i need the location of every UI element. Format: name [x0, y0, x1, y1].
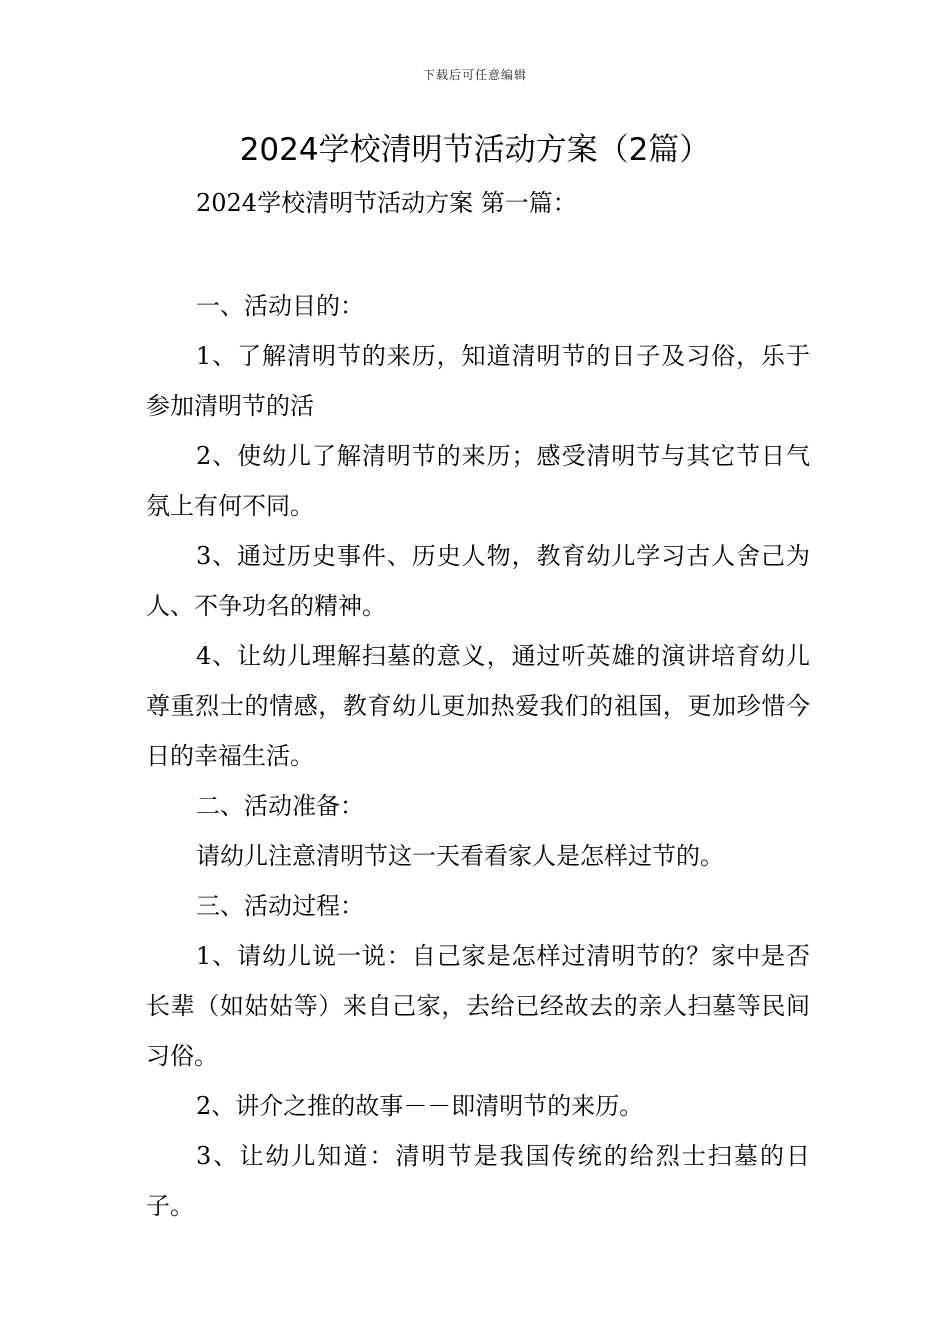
- section-3-item-3: 3、让幼儿知道：清明节是我国传统的给烈士扫墓的日子。: [146, 1142, 810, 1220]
- section-1-item-4: 4、让幼儿理解扫墓的意义，通过听英雄的演讲培育幼儿尊重烈士的情感，教育幼儿更加热爱我们的祖国，更加珍惜今日的幸福生活。: [146, 642, 810, 770]
- section-2-text: 请幼儿注意清明节这一天看看家人是怎样过节的。: [196, 842, 724, 870]
- blank-line: [146, 228, 810, 278]
- section-3-heading: 三、活动过程：: [196, 892, 364, 920]
- section-1-item-2: 2、使幼儿了解清明节的来历；感受清明节与其它节日气氛上有何不同。: [146, 442, 810, 520]
- subtitle: 2024学校清明节活动方案 第一篇：: [196, 189, 577, 217]
- section-3-item-1: 1、请幼儿说一说：自己家是怎样过清明节的？家中是否长辈（如姑姑等）来自己家，去给已经故去的亲人扫墓等民间习俗。: [146, 942, 810, 1070]
- document-title: 2024学校清明节活动方案（2篇）: [239, 132, 711, 168]
- header-note: 下载后可任意编辑: [422, 68, 527, 82]
- document-body: [146, 178, 810, 1231]
- section-3-item-2: 2、讲介之推的故事－－即清明节的来历。: [196, 1092, 644, 1120]
- section-1-item-3: 3、通过历史事件、历史人物，教育幼儿学习古人舍己为人、不争功名的精神。: [146, 542, 810, 620]
- section-2-heading: 二、活动准备：: [196, 792, 364, 820]
- section-1-heading: 一、活动目的：: [196, 292, 364, 320]
- section-1-item-1: 1、了解清明节的来历，知道清明节的日子及习俗，乐于参加清明节的活: [146, 342, 810, 420]
